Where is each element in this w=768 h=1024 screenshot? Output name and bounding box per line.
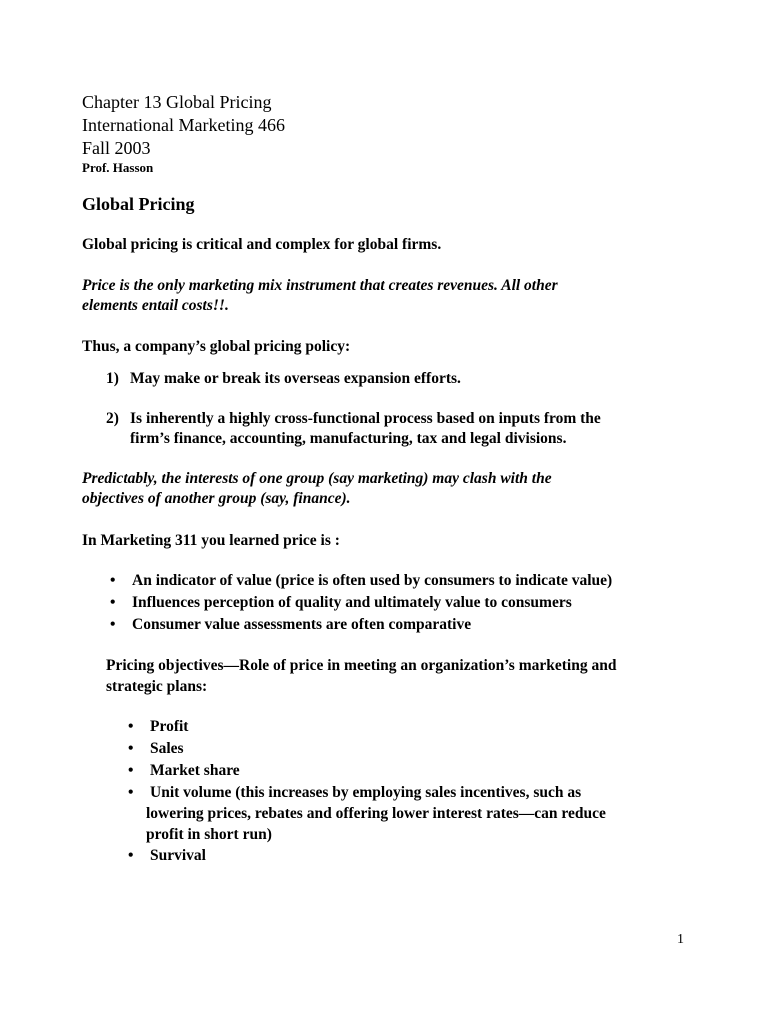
list-item xyxy=(110,570,612,591)
emphasis-line-1: Price is the only marketing mix instrument that creates revenues. All other xyxy=(82,277,558,294)
numbered-item xyxy=(106,408,601,429)
list-item-text: Influences perception of quality and ultimately value to consumers xyxy=(132,594,572,611)
list-item-text: Survival xyxy=(150,847,206,864)
list-item xyxy=(128,782,581,803)
list-item xyxy=(128,716,188,737)
bullet-icon: • xyxy=(128,718,134,735)
list-item-continued: profit in short run) xyxy=(146,826,272,843)
bullet-icon: • xyxy=(110,572,116,589)
bullet-icon: • xyxy=(110,616,116,633)
list-item xyxy=(110,614,471,635)
emphasis2-line-2: objectives of another group (say, finance). xyxy=(82,490,351,507)
bullet-icon: • xyxy=(128,847,134,864)
professor-name: Prof. Hasson xyxy=(82,160,154,175)
list-item xyxy=(110,592,572,613)
page-number: 1 xyxy=(677,932,684,947)
item-number: 2) xyxy=(106,410,119,427)
emphasis-line-2: elements entail costs!!. xyxy=(82,297,229,314)
objectives-line-2: strategic plans: xyxy=(106,678,208,695)
thus-paragraph: Thus, a company’s global pricing policy: xyxy=(82,338,351,355)
list-item-text: Profit xyxy=(150,718,189,735)
item-text: May make or break its overseas expansion efforts. xyxy=(130,370,461,387)
list-item-text: Unit volume (this increases by employing sales incentives, such as xyxy=(150,784,582,801)
list-item xyxy=(128,738,184,759)
list-item-text: Consumer value assessments are often comparative xyxy=(132,616,472,633)
list-item-continued: lowering prices, rebates and offering lower interest rates—can reduce xyxy=(146,805,606,822)
chapter-title: Chapter 13 Global Pricing xyxy=(82,92,272,112)
bullet-icon: • xyxy=(128,762,134,779)
list-item xyxy=(128,845,206,866)
item-text: Is inherently a highly cross-functional process based on inputs from the xyxy=(130,410,601,427)
term: Fall 2003 xyxy=(82,138,151,158)
list-item-text: Sales xyxy=(150,740,184,757)
item-number: 1) xyxy=(106,370,119,387)
list-item xyxy=(128,760,240,781)
list-item-text: An indicator of value (price is often used by consumers to indicate value) xyxy=(132,572,613,589)
marketing311-paragraph: In Marketing 311 you learned price is : xyxy=(82,532,340,549)
bullet-icon: • xyxy=(128,784,134,801)
section-title: Global Pricing xyxy=(82,194,195,214)
numbered-item xyxy=(106,368,461,389)
intro-paragraph: Global pricing is critical and complex for global firms. xyxy=(82,236,442,253)
bullet-icon: • xyxy=(110,594,116,611)
objectives-line-1: Pricing objectives—Role of price in meeting an organization’s marketing and xyxy=(106,657,617,674)
emphasis2-line-1: Predictably, the interests of one group (say marketing) may clash with the xyxy=(82,470,552,487)
item-text-continued: firm’s finance, accounting, manufacturing, tax and legal divisions. xyxy=(130,430,567,447)
bullet-icon: • xyxy=(128,740,134,757)
course-title: International Marketing 466 xyxy=(82,115,285,135)
list-item-text: Market share xyxy=(150,762,240,779)
